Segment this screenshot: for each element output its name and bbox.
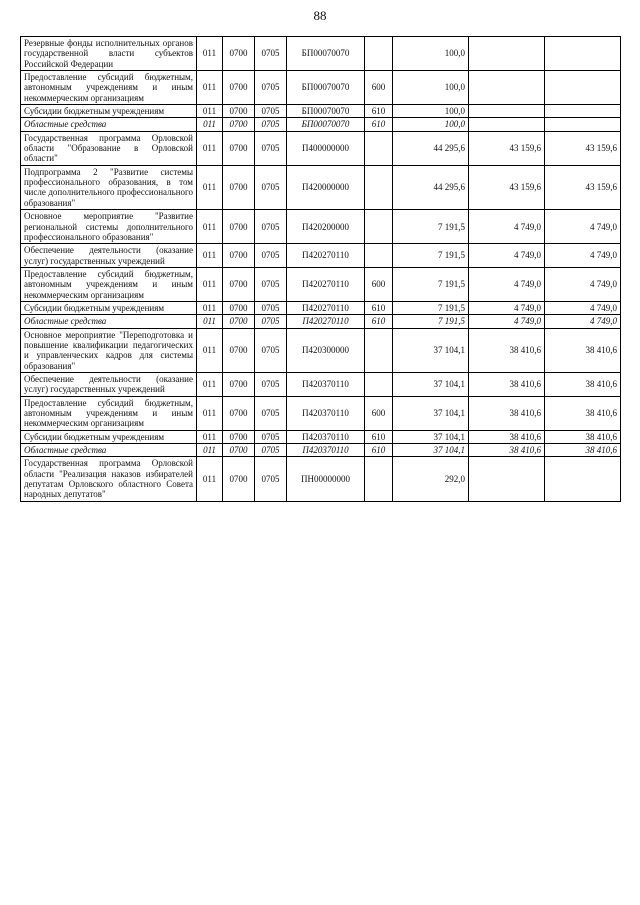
table-row bbox=[21, 457, 621, 501]
expense-type-code bbox=[365, 328, 393, 372]
amount-col-3: 43 159,6 bbox=[545, 131, 621, 165]
amount-col-2 bbox=[469, 37, 545, 71]
expense-type-code bbox=[365, 37, 393, 71]
amount-col-2 bbox=[469, 71, 545, 105]
ministry-code: 011 bbox=[197, 131, 223, 165]
subsection-code: 0705 bbox=[255, 396, 287, 430]
ministry-code: 011 bbox=[197, 118, 223, 131]
section-code: 0700 bbox=[223, 457, 255, 501]
expense-type-code: 600 bbox=[365, 71, 393, 105]
amount-col-2: 4 749,0 bbox=[469, 267, 545, 301]
amount-col-1: 44 295,6 bbox=[393, 165, 469, 209]
ministry-code: 011 bbox=[197, 396, 223, 430]
amount-col-2: 4 749,0 bbox=[469, 301, 545, 314]
amount-col-3: 43 159,6 bbox=[545, 165, 621, 209]
row-name: Предоставление субсидий бюджетным, автономным учреждениям и иным некоммерческим организациям bbox=[21, 396, 197, 430]
section-code: 0700 bbox=[223, 165, 255, 209]
target-article-code: П420270110 bbox=[287, 244, 365, 268]
section-code: 0700 bbox=[223, 328, 255, 372]
ministry-code: 011 bbox=[197, 315, 223, 328]
target-article-code: ПН00000000 bbox=[287, 457, 365, 501]
section-code: 0700 bbox=[223, 301, 255, 314]
table-row bbox=[21, 105, 621, 118]
amount-col-1: 7 191,5 bbox=[393, 244, 469, 268]
row-name: Субсидии бюджетным учреждениям bbox=[21, 301, 197, 314]
amount-col-3 bbox=[545, 105, 621, 118]
table-row bbox=[21, 396, 621, 430]
expense-type-code: 610 bbox=[365, 301, 393, 314]
expense-type-code: 610 bbox=[365, 430, 393, 443]
subsection-code: 0705 bbox=[255, 372, 287, 396]
section-code: 0700 bbox=[223, 118, 255, 131]
row-name: Государственная программа Орловской области "Образование в Орловской области" bbox=[21, 131, 197, 165]
table-row bbox=[21, 165, 621, 209]
section-code: 0700 bbox=[223, 267, 255, 301]
ministry-code: 011 bbox=[197, 457, 223, 501]
row-name: Обеспечение деятельности (оказание услуг) государственных учреждений bbox=[21, 244, 197, 268]
amount-col-2: 38 410,6 bbox=[469, 372, 545, 396]
row-name: Субсидии бюджетным учреждениям bbox=[21, 430, 197, 443]
section-code: 0700 bbox=[223, 396, 255, 430]
amount-col-3: 4 749,0 bbox=[545, 315, 621, 328]
amount-col-3: 4 749,0 bbox=[545, 301, 621, 314]
amount-col-1: 7 191,5 bbox=[393, 210, 469, 244]
expense-type-code: 610 bbox=[365, 315, 393, 328]
section-code: 0700 bbox=[223, 71, 255, 105]
target-article-code: П420270110 bbox=[287, 267, 365, 301]
amount-col-2: 38 410,6 bbox=[469, 328, 545, 372]
section-code: 0700 bbox=[223, 105, 255, 118]
expense-type-code bbox=[365, 131, 393, 165]
amount-col-2 bbox=[469, 457, 545, 501]
ministry-code: 011 bbox=[197, 37, 223, 71]
amount-col-1: 100,0 bbox=[393, 118, 469, 131]
subsection-code: 0705 bbox=[255, 71, 287, 105]
amount-col-2: 43 159,6 bbox=[469, 165, 545, 209]
ministry-code: 011 bbox=[197, 210, 223, 244]
amount-col-3: 4 749,0 bbox=[545, 244, 621, 268]
expense-type-code: 610 bbox=[365, 444, 393, 457]
table-row bbox=[21, 244, 621, 268]
amount-col-1: 7 191,5 bbox=[393, 315, 469, 328]
table-row bbox=[21, 372, 621, 396]
target-article-code: БП00070070 bbox=[287, 105, 365, 118]
row-name: Обеспечение деятельности (оказание услуг) государственных учреждений bbox=[21, 372, 197, 396]
amount-col-2: 4 749,0 bbox=[469, 210, 545, 244]
amount-col-3 bbox=[545, 457, 621, 501]
ministry-code: 011 bbox=[197, 444, 223, 457]
expense-type-code bbox=[365, 244, 393, 268]
budget-table bbox=[20, 36, 621, 502]
row-name: Основное мероприятие "Переподготовка и повышение квалификации педагогических и управленческих кадров для системы образования" bbox=[21, 328, 197, 372]
amount-col-1: 7 191,5 bbox=[393, 301, 469, 314]
amount-col-3 bbox=[545, 118, 621, 131]
table-row bbox=[21, 315, 621, 328]
row-name: Резервные фонды исполнительных органов государственной власти субъектов Российской Федерации bbox=[21, 37, 197, 71]
table-row bbox=[21, 37, 621, 71]
expense-type-code: 600 bbox=[365, 396, 393, 430]
row-name: Предоставление субсидий бюджетным, автономным учреждениям и иным некоммерческим организациям bbox=[21, 267, 197, 301]
target-article-code: П420370110 bbox=[287, 430, 365, 443]
amount-col-3 bbox=[545, 71, 621, 105]
subsection-code: 0705 bbox=[255, 328, 287, 372]
target-article-code: БП00070070 bbox=[287, 71, 365, 105]
row-name: Основное мероприятие "Развитие региональной системы дополнительного профессионального образования" bbox=[21, 210, 197, 244]
amount-col-3: 38 410,6 bbox=[545, 372, 621, 396]
target-article-code: БП00070070 bbox=[287, 118, 365, 131]
amount-col-1: 100,0 bbox=[393, 71, 469, 105]
subsection-code: 0705 bbox=[255, 301, 287, 314]
target-article-code: П420370110 bbox=[287, 372, 365, 396]
amount-col-1: 37 104,1 bbox=[393, 430, 469, 443]
row-name: Областные средства bbox=[21, 315, 197, 328]
subsection-code: 0705 bbox=[255, 210, 287, 244]
amount-col-1: 7 191,5 bbox=[393, 267, 469, 301]
subsection-code: 0705 bbox=[255, 165, 287, 209]
budget-table-container bbox=[20, 36, 620, 502]
expense-type-code: 610 bbox=[365, 105, 393, 118]
amount-col-2 bbox=[469, 105, 545, 118]
table-row bbox=[21, 301, 621, 314]
ministry-code: 011 bbox=[197, 430, 223, 443]
target-article-code: П420300000 bbox=[287, 328, 365, 372]
expense-type-code bbox=[365, 165, 393, 209]
amount-col-2: 38 410,6 bbox=[469, 444, 545, 457]
amount-col-1: 37 104,1 bbox=[393, 372, 469, 396]
section-code: 0700 bbox=[223, 37, 255, 71]
row-name: Предоставление субсидий бюджетным, автономным учреждениям и иным некоммерческим организациям bbox=[21, 71, 197, 105]
section-code: 0700 bbox=[223, 315, 255, 328]
table-row bbox=[21, 430, 621, 443]
amount-col-1: 37 104,1 bbox=[393, 444, 469, 457]
amount-col-2: 38 410,6 bbox=[469, 396, 545, 430]
target-article-code: П420270110 bbox=[287, 315, 365, 328]
target-article-code: П420200000 bbox=[287, 210, 365, 244]
target-article-code: П420270110 bbox=[287, 301, 365, 314]
section-code: 0700 bbox=[223, 210, 255, 244]
subsection-code: 0705 bbox=[255, 244, 287, 268]
section-code: 0700 bbox=[223, 372, 255, 396]
target-article-code: П420370110 bbox=[287, 396, 365, 430]
amount-col-3: 38 410,6 bbox=[545, 444, 621, 457]
subsection-code: 0705 bbox=[255, 105, 287, 118]
ministry-code: 011 bbox=[197, 267, 223, 301]
amount-col-1: 100,0 bbox=[393, 105, 469, 118]
amount-col-3: 4 749,0 bbox=[545, 267, 621, 301]
amount-col-1: 37 104,1 bbox=[393, 328, 469, 372]
amount-col-3: 38 410,6 bbox=[545, 328, 621, 372]
amount-col-2: 4 749,0 bbox=[469, 315, 545, 328]
expense-type-code bbox=[365, 372, 393, 396]
expense-type-code: 610 bbox=[365, 118, 393, 131]
ministry-code: 011 bbox=[197, 301, 223, 314]
amount-col-3: 38 410,6 bbox=[545, 430, 621, 443]
section-code: 0700 bbox=[223, 430, 255, 443]
table-row bbox=[21, 131, 621, 165]
subsection-code: 0705 bbox=[255, 444, 287, 457]
budget-table-body bbox=[21, 37, 621, 502]
row-name: Государственная программа Орловской области "Реализация наказов избирателей депутатам Орловского областного Совета народных депутатов" bbox=[21, 457, 197, 501]
amount-col-1: 100,0 bbox=[393, 37, 469, 71]
ministry-code: 011 bbox=[197, 165, 223, 209]
table-row bbox=[21, 118, 621, 131]
section-code: 0700 bbox=[223, 444, 255, 457]
subsection-code: 0705 bbox=[255, 118, 287, 131]
expense-type-code: 600 bbox=[365, 267, 393, 301]
table-row bbox=[21, 71, 621, 105]
table-row bbox=[21, 444, 621, 457]
table-row bbox=[21, 210, 621, 244]
ministry-code: 011 bbox=[197, 372, 223, 396]
subsection-code: 0705 bbox=[255, 131, 287, 165]
amount-col-2 bbox=[469, 118, 545, 131]
subsection-code: 0705 bbox=[255, 267, 287, 301]
row-name: Подпрограмма 2 "Развитие системы профессионального образования, в том числе дополнительного профессионального образования" bbox=[21, 165, 197, 209]
ministry-code: 011 bbox=[197, 244, 223, 268]
amount-col-1: 292,0 bbox=[393, 457, 469, 501]
ministry-code: 011 bbox=[197, 71, 223, 105]
expense-type-code bbox=[365, 457, 393, 501]
amount-col-1: 44 295,6 bbox=[393, 131, 469, 165]
target-article-code: П400000000 bbox=[287, 131, 365, 165]
subsection-code: 0705 bbox=[255, 37, 287, 71]
amount-col-2: 4 749,0 bbox=[469, 244, 545, 268]
target-article-code: П420370110 bbox=[287, 444, 365, 457]
amount-col-1: 37 104,1 bbox=[393, 396, 469, 430]
target-article-code: П420000000 bbox=[287, 165, 365, 209]
subsection-code: 0705 bbox=[255, 457, 287, 501]
amount-col-2: 38 410,6 bbox=[469, 430, 545, 443]
section-code: 0700 bbox=[223, 131, 255, 165]
expense-type-code bbox=[365, 210, 393, 244]
page-number: 88 bbox=[313, 8, 327, 23]
table-row bbox=[21, 267, 621, 301]
row-name: Субсидии бюджетным учреждениям bbox=[21, 105, 197, 118]
section-code: 0700 bbox=[223, 244, 255, 268]
table-row bbox=[21, 328, 621, 372]
ministry-code: 011 bbox=[197, 328, 223, 372]
subsection-code: 0705 bbox=[255, 430, 287, 443]
amount-col-3: 38 410,6 bbox=[545, 396, 621, 430]
amount-col-2: 43 159,6 bbox=[469, 131, 545, 165]
target-article-code: БП00070070 bbox=[287, 37, 365, 71]
amount-col-3 bbox=[545, 37, 621, 71]
ministry-code: 011 bbox=[197, 105, 223, 118]
subsection-code: 0705 bbox=[255, 315, 287, 328]
amount-col-3: 4 749,0 bbox=[545, 210, 621, 244]
row-name: Областные средства bbox=[21, 118, 197, 131]
row-name: Областные средства bbox=[21, 444, 197, 457]
